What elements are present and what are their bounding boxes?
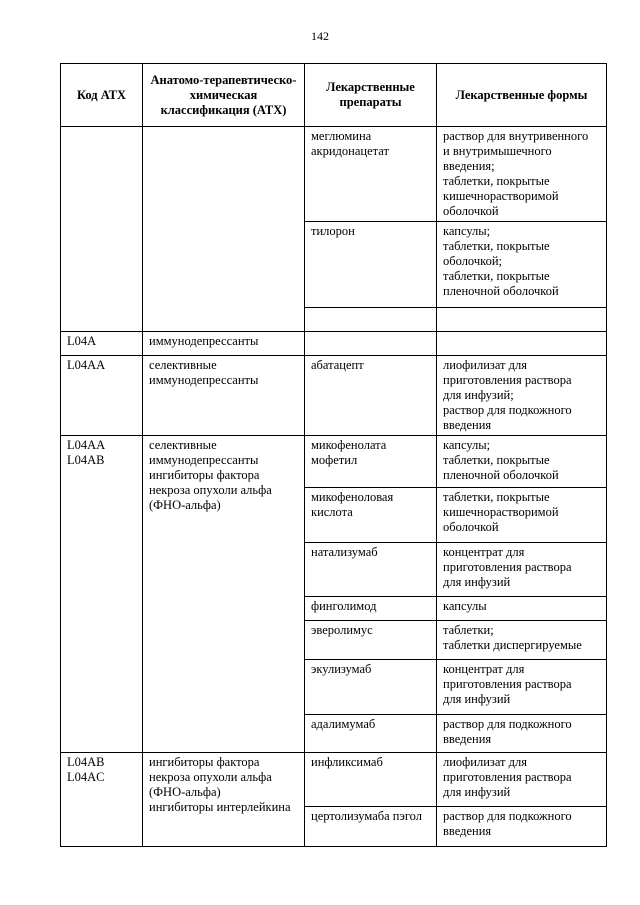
class-cell	[143, 127, 305, 332]
form-cell: раствор для подкожного введения	[437, 715, 607, 753]
form-cell	[437, 332, 607, 356]
drug-cell: эверолимус	[305, 621, 437, 660]
table-row	[61, 356, 607, 436]
form-cell: капсулы; таблетки, покрытые оболочкой; таблетки, покрытые пленочной оболочкой	[437, 222, 607, 308]
form-cell: лиофилизат для приготовления раствора для инфузий	[437, 753, 607, 807]
form-cell	[437, 308, 607, 332]
drug-cell: микофеноловая кислота	[305, 488, 437, 543]
drug-cell: меглюмина акридонацетат	[305, 127, 437, 222]
table-row	[61, 332, 607, 356]
table-row	[61, 753, 607, 807]
form-cell: раствор для внутривенного и внутримышечного введения; таблетки, покрытые кишечнорастворимой оболочкой	[437, 127, 607, 222]
class-cell: селективные иммунодепрессанты	[143, 356, 305, 436]
drug-cell: адалимумаб	[305, 715, 437, 753]
class-cell: иммунодепрессанты	[143, 332, 305, 356]
drug-cell: экулизумаб	[305, 660, 437, 715]
drug-cell	[305, 332, 437, 356]
table-header-row	[61, 64, 607, 127]
code-cell: L04AA	[61, 356, 143, 436]
code-cell: L04A	[61, 332, 143, 356]
form-cell: капсулы; таблетки, покрытые пленочной оболочкой	[437, 436, 607, 488]
drug-cell	[305, 308, 437, 332]
form-cell: концентрат для приготовления раствора для инфузий	[437, 660, 607, 715]
header-classification: Анатомо-терапевтическо- химическая классификация (АТХ)	[143, 64, 305, 127]
form-cell: раствор для подкожного введения	[437, 807, 607, 847]
form-cell: таблетки; таблетки диспергируемые	[437, 621, 607, 660]
atx-table	[60, 63, 607, 847]
form-cell: капсулы	[437, 597, 607, 621]
drug-cell: натализумаб	[305, 543, 437, 597]
header-code: Код АТХ	[61, 64, 143, 127]
drug-cell: цертолизумаба пэгол	[305, 807, 437, 847]
code-cell: L04AA L04AB	[61, 436, 143, 753]
drug-cell: финголимод	[305, 597, 437, 621]
header-forms: Лекарственные формы	[437, 64, 607, 127]
header-drugs: Лекарственные препараты	[305, 64, 437, 127]
class-cell: селективные иммунодепрессанты ингибиторы фактора некроза опухоли альфа (ФНО-альфа)	[143, 436, 305, 753]
form-cell: лиофилизат для приготовления раствора для инфузий; раствор для подкожного введения	[437, 356, 607, 436]
page-number: 142	[311, 29, 329, 43]
form-cell: концентрат для приготовления раствора для инфузий	[437, 543, 607, 597]
code-cell: L04AB L04AC	[61, 753, 143, 847]
table-row	[61, 127, 607, 222]
class-cell: ингибиторы фактора некроза опухоли альфа (ФНО-альфа) ингибиторы интерлейкина	[143, 753, 305, 847]
drug-cell: тилорон	[305, 222, 437, 308]
code-cell	[61, 127, 143, 332]
drug-cell: микофенолата мофетил	[305, 436, 437, 488]
drug-cell: абатацепт	[305, 356, 437, 436]
table-row	[61, 436, 607, 488]
form-cell: таблетки, покрытые кишечнорастворимой оболочкой	[437, 488, 607, 543]
drug-cell: инфликсимаб	[305, 753, 437, 807]
